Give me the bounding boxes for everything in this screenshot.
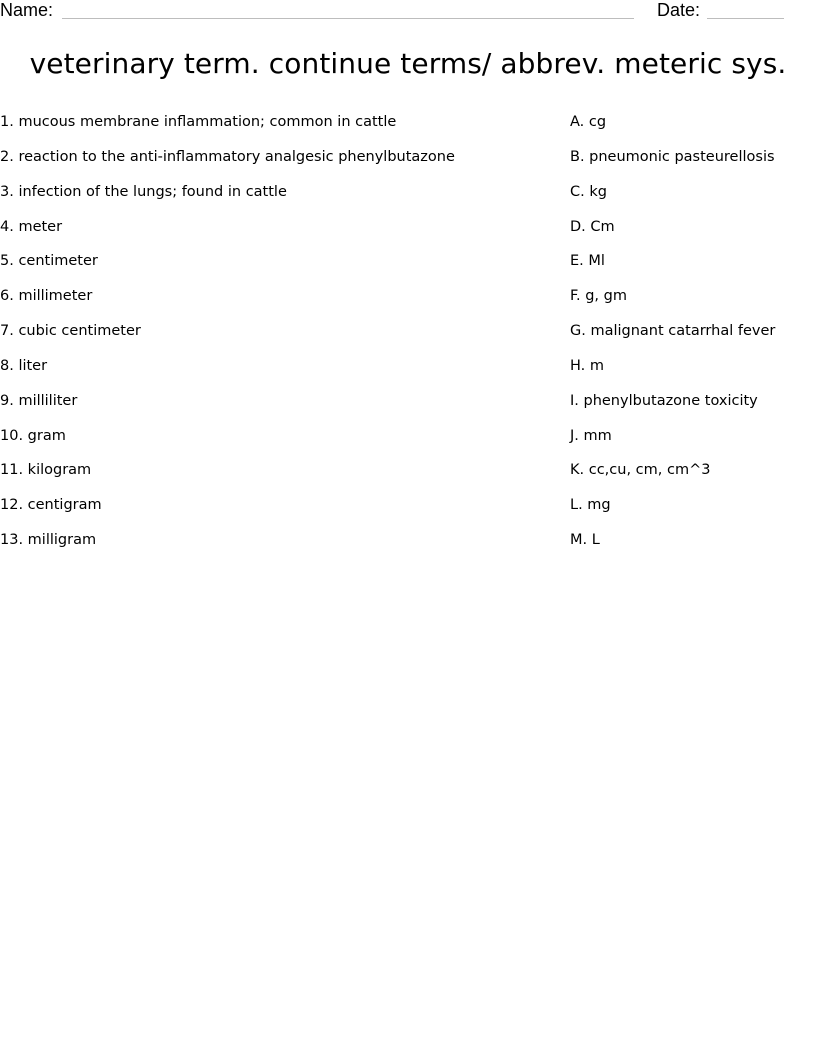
clue-item: 2. reaction to the anti-inflammatory analgesic phenylbutazone [0, 148, 455, 165]
date-blank-line [707, 18, 784, 19]
worksheet-header [0, 0, 816, 22]
clue-item: 3. infection of the lungs; found in cattle [0, 183, 287, 200]
name-label: Name: [0, 0, 54, 20]
answer-item: I. phenylbutazone toxicity [570, 392, 758, 409]
clue-item: 12. centigram [0, 497, 102, 514]
clue-item: 1. mucous membrane inflammation; common in cattle [0, 114, 397, 130]
clue-item: 13. milligram [0, 532, 97, 549]
worksheet-title: veterinary term. continue terms/ abbrev. meteric sys. [29, 47, 787, 80]
clue-item: 7. cubic centimeter [0, 323, 141, 340]
answer-item: A. cg [570, 114, 607, 130]
clue-item: 9. milliliter [0, 392, 78, 409]
clue-item: 10. gram [0, 427, 66, 444]
answer-item: J. mm [570, 427, 612, 444]
answer-item: L. mg [570, 497, 611, 514]
clue-item: 5. centimeter [0, 253, 98, 270]
answer-item: B. pneumonic pasteurellosis [570, 148, 775, 165]
answer-item: G. malignant catarrhal fever [570, 323, 776, 340]
clue-item: 4. meter [0, 218, 63, 235]
name-blank-line [62, 18, 634, 19]
date-label: Date: [657, 0, 701, 20]
answer-item: F. g, gm [570, 288, 627, 305]
clue-item: 11. kilogram [0, 462, 92, 479]
answer-item: E. Ml [570, 253, 605, 270]
answer-item: K. cc,cu, cm, cm^3 [570, 462, 711, 479]
clue-item: 6. millimeter [0, 288, 93, 305]
clue-item: 8. liter [0, 357, 48, 374]
answer-item: D. Cm [570, 218, 615, 235]
answer-item: M. L [570, 532, 600, 549]
answer-item: C. kg [570, 183, 607, 200]
clue-list [0, 113, 455, 566]
answer-list [570, 113, 775, 566]
answer-item: H. m [570, 357, 604, 374]
